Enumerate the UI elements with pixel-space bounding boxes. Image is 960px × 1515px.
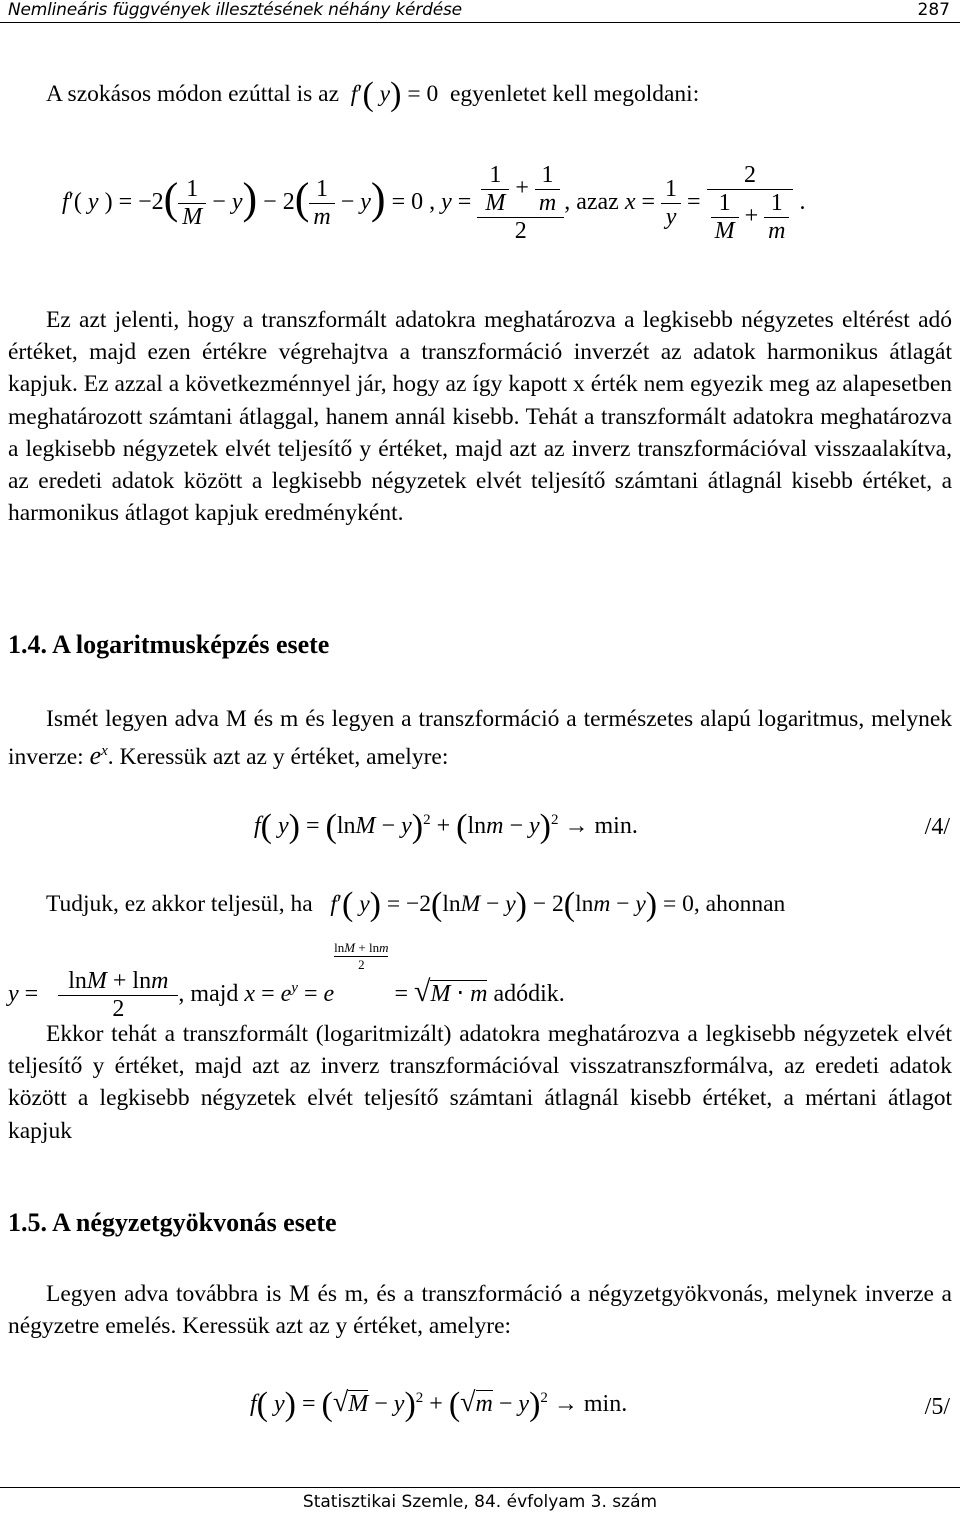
paragraph-geometric: Ekkor tehát a transzformált (logaritmizált) adatokra meghatározva a legkisebb négyzetek elvét teljesítő y értéket, majd azt az inverz transzformációval visszatranszformálva, az eredeti adatok között a legkisebb négyzetek elvét teljesítő számtani átlagnál kisebb értéket, a mértani átlagot kapjuk	[8, 1021, 952, 1144]
equation-derivative-harmonic: f′( y ) = −2( $\frac{1}{M}$ − y) − 2( $\frac{1}{m}$ − y) = 0 , y = $\frac{1}{M}$ + $\frac{1}{m}$ 2 , azaz x = $\frac{1}{y}$ = 2 $\frac{1}{M}$ + $\frac{1}{m}$ .	[62, 162, 806, 244]
majd-text: , majd	[178, 981, 239, 1007]
intro-text: A szokásos módon ezúttal is az	[46, 81, 340, 107]
tudjuk-line	[46, 886, 785, 924]
paragraph-log: Ismét legyen adva M és m és legyen a transzformáció a természetes alapú logaritmus, melynek inverze: $e^x$. Keressük azt az y értéket, amelyre:	[8, 706, 952, 771]
section-heading-1-4: 1.4. A logaritmusképzés esete	[8, 630, 330, 659]
equation-number-5: /5/	[924, 1394, 950, 1420]
page-footer	[0, 1487, 960, 1515]
paragraph-sqrt: Legyen adva továbbra is M és m, és a transzformáció a négyzetgyökvonás, melynek inverze a négyzetre emelés. Keressük azt az y értéket, amelyre:	[8, 1281, 952, 1340]
para-log-text: Ismét legyen adva M és m és legyen a transzformáció a természetes alapú logaritmus, melynek inverze:	[8, 706, 952, 771]
journal-footer: Statisztikai Szemle, 84. évfolyam 3. szám	[302, 1492, 658, 1512]
equation-number-4: /4/	[924, 814, 950, 840]
intro-text-after: egyenletet kell megoldani:	[449, 81, 700, 107]
para-log-text-b: . Keressük azt az y értéket, amelyre:	[107, 744, 449, 771]
intro-line	[46, 76, 699, 114]
running-title: Nemlineáris függvények illesztésének néhány kérdése	[8, 0, 462, 20]
equation-log-objective: f( $y) = (\ln M - y)^2 + (\ln m - y)^2 \to \min$.	[254, 808, 638, 845]
adodik-text: adódik.	[493, 981, 565, 1007]
equation-sqrt-objective: f( $y) = (√M - y)^2 + (√m - y)^2 \to \min$.	[250, 1386, 628, 1423]
inline-equation-derivative-log: f′( y) = −2(lnM − y) − 2(lnm − y) = 0	[330, 886, 694, 923]
page-number: 287	[917, 0, 950, 20]
ahonnan-text: , ahonnan	[693, 891, 786, 917]
azaz-text: , azaz	[564, 189, 619, 216]
equation-geometric-mean: y = $\frac{\ln M + \ln m}{2}$ , majd $x = e^y = e$ $\frac{\ln M + \ln m}{2}$ = √M ⋅ m adódik.	[8, 940, 565, 1022]
section-heading-1-5: 1.5. A négyzetgyökvonás esete	[8, 1208, 337, 1237]
paragraph-harmonic: Ez azt jelenti, hogy a transzformált adatokra meghatározva a legkisebb négyzetes eltérést adó értéket, majd ezen értékre végrehajtva a transzformáció inverzét az adatok harmonikus átlagát kapjuk. Ez azzal a következménnyel jár, hogy az így kapott x érték nem egyezik meg az alapesetben meghatározott számtani átlaggal, hanem annál kisebb. Tehát a transzformált adatokra meghatározva a legkisebb négyzetek elvét teljesítő y értéket, majd azt az inverz transzformációval visszaalakítva, az eredeti adatok között a legkisebb négyzetek elvét teljesítő számtani átlagnál kisebb értéket, a harmonikus átlagot kapjuk eredményként.	[8, 307, 952, 527]
running-header	[0, 0, 960, 23]
inline-equation: f′( y) = 0	[350, 76, 445, 113]
tudjuk-text: Tudjuk, ez akkor teljesül, ha	[46, 891, 313, 917]
